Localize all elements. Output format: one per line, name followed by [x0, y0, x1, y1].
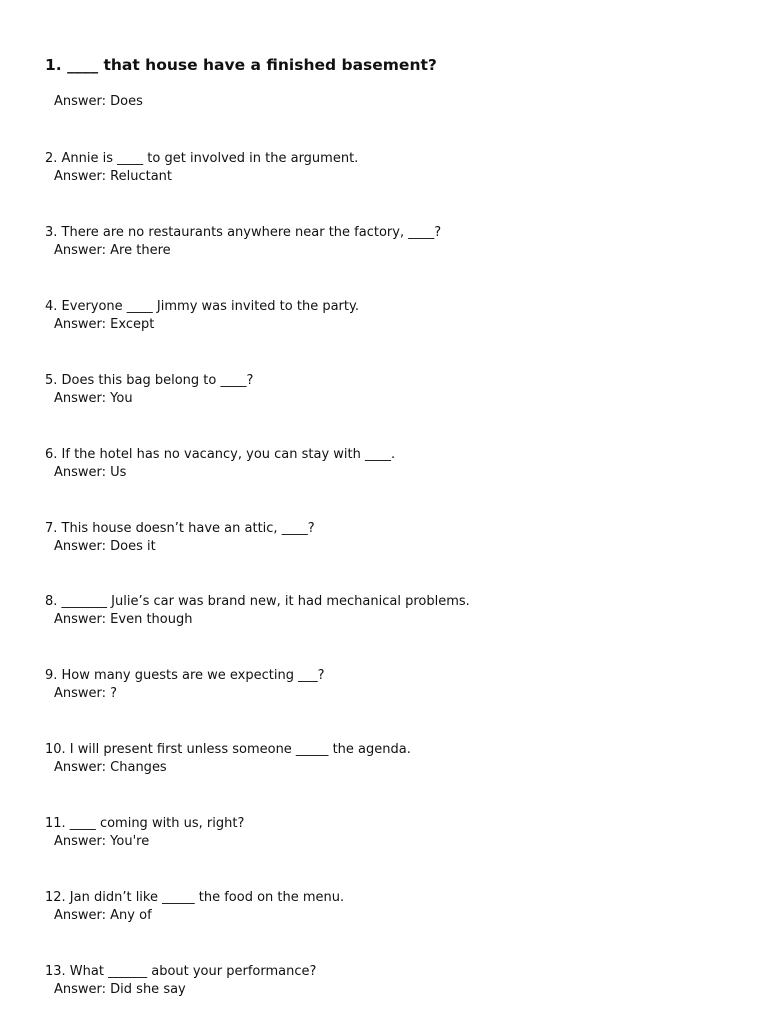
question-text: 9. How many guests are we expecting ___?	[45, 668, 325, 683]
answer-text: Answer: You	[54, 391, 133, 406]
question-item-7	[45, 520, 315, 556]
answer-text: Answer: Did she say	[54, 982, 186, 997]
question-1-title: 1. ____ that house have a finished basement?	[45, 56, 437, 74]
answer-text: Answer: Us	[54, 465, 127, 480]
question-text: 8. _______ Julie’s car was brand new, it had mechanical problems.	[45, 594, 470, 609]
answer-text: Answer: Any of	[54, 908, 152, 923]
question-item-12	[45, 889, 344, 925]
question-text: 4. Everyone ____ Jimmy was invited to the party.	[45, 299, 359, 314]
question-item-3	[45, 224, 441, 260]
question-item-10	[45, 741, 411, 777]
question-item-6	[45, 446, 395, 482]
question-text: 5. Does this bag belong to ____?	[45, 373, 254, 388]
question-item-2	[45, 150, 358, 186]
answer-text: Answer: Changes	[54, 760, 167, 775]
answer-text: Answer: ?	[54, 686, 118, 701]
answer-text: Answer: Reluctant	[54, 169, 173, 184]
question-item-5	[45, 372, 253, 408]
question-1-answer: Answer: Does	[54, 94, 143, 109]
question-text: 3. There are no restaurants anywhere near the factory, ____?	[45, 225, 442, 240]
question-text: 10. I will present first unless someone _____ the agenda.	[45, 742, 411, 757]
question-item-9	[45, 667, 325, 703]
question-item-8	[45, 593, 470, 629]
question-item-11	[45, 815, 244, 851]
answer-text: Answer: Except	[54, 317, 155, 332]
question-item-4	[45, 298, 359, 334]
question-text: 7. This house doesn’t have an attic, ____?	[45, 521, 315, 536]
question-text: 6. If the hotel has no vacancy, you can stay with ____.	[45, 447, 396, 462]
question-text: 13. What ______ about your performance?	[45, 964, 317, 979]
question-text: 12. Jan didn’t like _____ the food on the menu.	[45, 890, 345, 905]
question-text: 11. ____ coming with us, right?	[45, 816, 245, 831]
question-text: 2. Annie is ____ to get involved in the argument.	[45, 151, 359, 166]
answer-text: Answer: Even though	[54, 612, 193, 627]
question-item-13	[45, 963, 316, 999]
answer-text: Answer: Are there	[54, 243, 171, 258]
answer-text: Answer: You're	[54, 834, 150, 849]
answer-text: Answer: Does it	[54, 539, 156, 554]
